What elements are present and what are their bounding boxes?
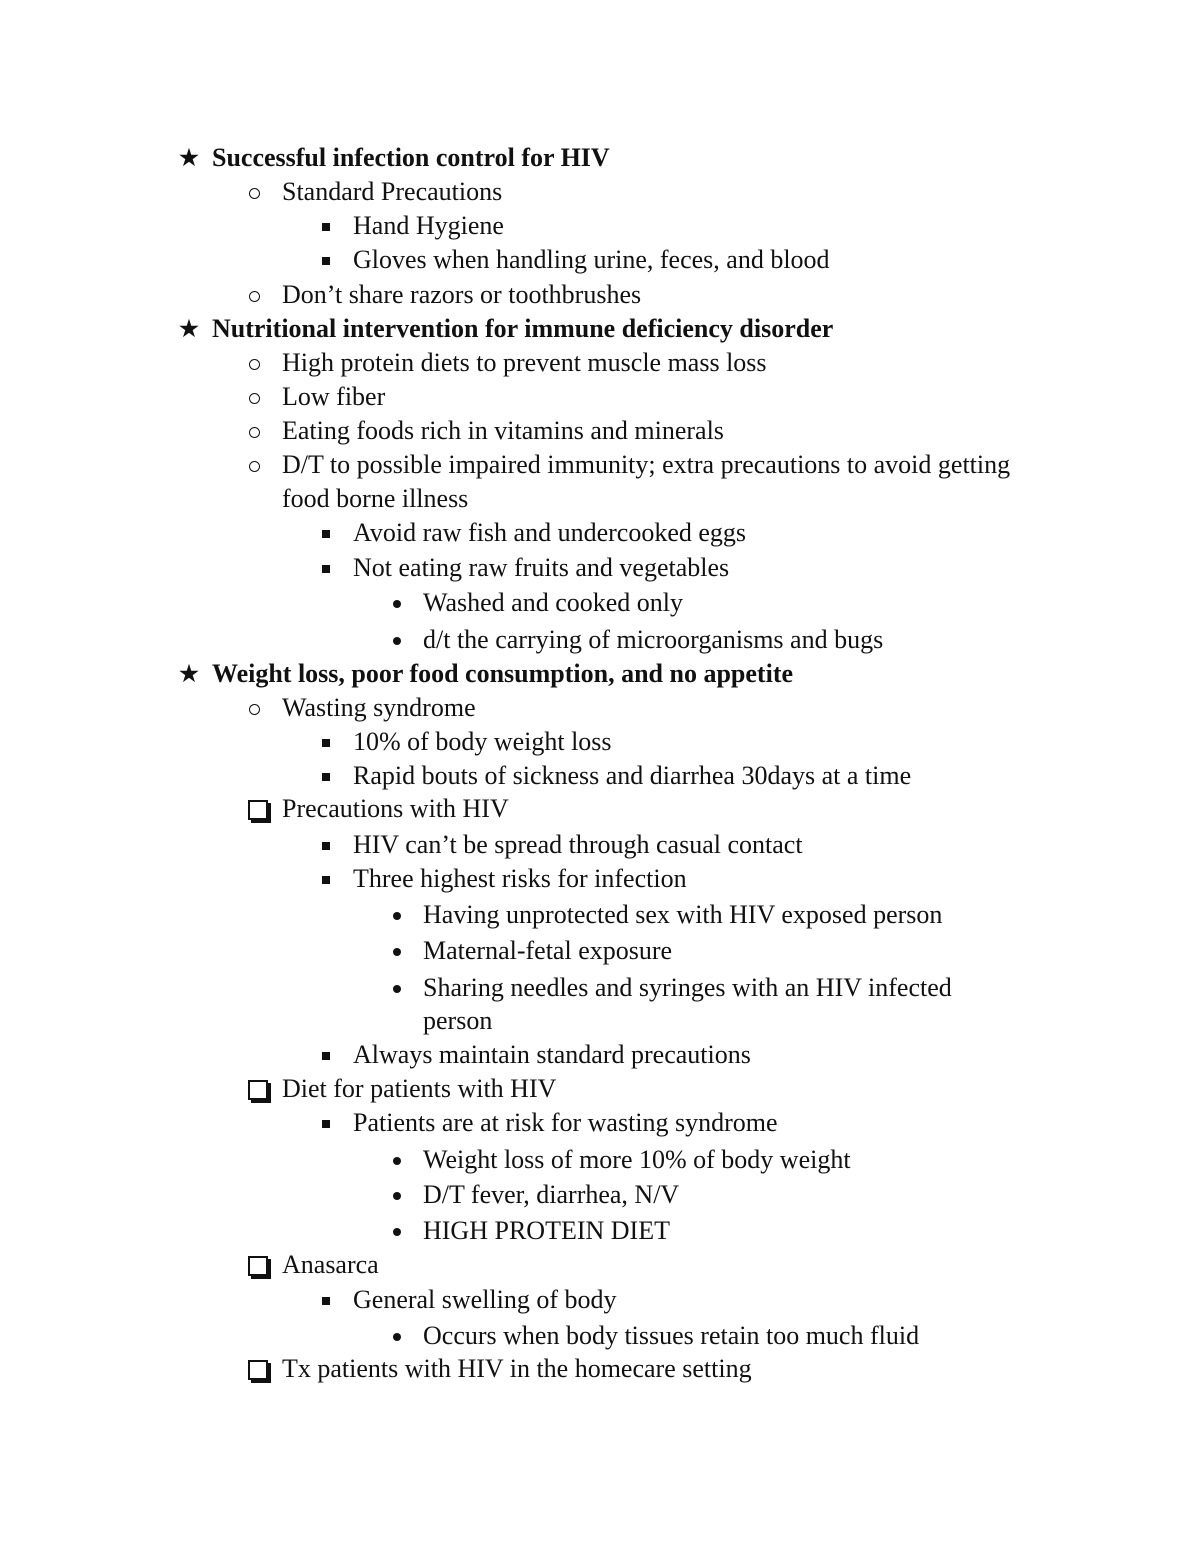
outline-line-text: Weight loss, poor food consumption, and no appetite [212, 659, 794, 688]
square-bullet-icon [322, 565, 330, 573]
round-bullet-icon [393, 948, 401, 956]
outline-line-text: Precautions with HIV [282, 794, 509, 823]
round-bullet-icon [393, 1228, 401, 1236]
square-bullet-icon [322, 1120, 330, 1128]
round-bullet-icon [393, 1157, 401, 1165]
outline-line-text: Sharing needles and syringes with an HIV infected [423, 973, 952, 1002]
outline-line-text: Successful infection control for HIV [212, 143, 610, 172]
outline-line-text: Not eating raw fruits and vegetables [353, 553, 730, 582]
outline-line-text: Weight loss of more 10% of body weight [423, 1145, 851, 1174]
outline-line-text: d/t the carrying of microorganisms and bugs [423, 625, 884, 654]
star-bullet-icon: ★ [179, 661, 199, 686]
outline-line-text: Eating foods rich in vitamins and minerals [282, 416, 724, 445]
outline-line-text: Diet for patients with HIV [282, 1074, 557, 1103]
outline-line-text: Maternal-fetal exposure [423, 936, 673, 965]
hollow-circle-bullet-icon [249, 427, 260, 438]
outline-line-text: D/T fever, diarrhea, N/V [423, 1180, 680, 1209]
square-bullet-icon [322, 530, 330, 538]
outline-line-text: HIGH PROTEIN DIET [423, 1216, 670, 1245]
outline-line-text: Standard Precautions [282, 177, 503, 206]
outline-line-text: Tx patients with HIV in the homecare setting [282, 1354, 752, 1383]
hollow-circle-bullet-icon [249, 393, 260, 404]
outline-line-text: Anasarca [282, 1250, 379, 1279]
outline-line-text: Patients are at risk for wasting syndrome [353, 1108, 778, 1137]
outline-line-text: HIV can’t be spread through casual contact [353, 830, 803, 859]
outline-line-text: Nutritional intervention for immune deficiency disorder [212, 314, 834, 343]
outline-line-text: General swelling of body [353, 1285, 617, 1314]
checkbox-bullet-icon [248, 1360, 268, 1380]
round-bullet-icon [393, 637, 401, 645]
square-bullet-icon [322, 876, 330, 884]
outline-line-text: Washed and cooked only [423, 588, 683, 617]
round-bullet-icon [393, 912, 401, 920]
checkbox-bullet-icon [248, 1256, 268, 1276]
square-bullet-icon [322, 773, 330, 781]
outline-line-text: person [423, 1006, 493, 1035]
outline-line-text: Always maintain standard precautions [353, 1040, 751, 1069]
round-bullet-icon [393, 985, 401, 993]
square-bullet-icon [322, 842, 330, 850]
checkbox-bullet-icon [248, 1080, 268, 1100]
outline-line-text: Gloves when handling urine, feces, and blood [353, 245, 830, 274]
star-bullet-icon: ★ [179, 316, 199, 341]
hollow-circle-bullet-icon [249, 704, 260, 715]
square-bullet-icon [322, 1052, 330, 1060]
outline-line-text: Low fiber [282, 382, 386, 411]
square-bullet-icon [322, 739, 330, 747]
hollow-circle-bullet-icon [249, 359, 260, 370]
outline-line-text: Rapid bouts of sickness and diarrhea 30days at a time [353, 761, 912, 790]
square-bullet-icon [322, 257, 330, 265]
outline-line-text: Wasting syndrome [282, 693, 476, 722]
outline-line-text: High protein diets to prevent muscle mass loss [282, 348, 767, 377]
star-bullet-icon: ★ [179, 145, 199, 170]
hollow-circle-bullet-icon [249, 188, 260, 199]
outline-line-text: Avoid raw fish and undercooked eggs [353, 518, 747, 547]
checkbox-bullet-icon [248, 800, 268, 820]
outline-line-text: Three highest risks for infection [353, 864, 687, 893]
outline-line-text: 10% of body weight loss [353, 727, 612, 756]
hollow-circle-bullet-icon [249, 291, 260, 302]
outline-line-text: D/T to possible impaired immunity; extra precautions to avoid getting [282, 450, 1011, 479]
round-bullet-icon [393, 1192, 401, 1200]
outline-line-text: Having unprotected sex with HIV exposed person [423, 900, 943, 929]
square-bullet-icon [322, 1297, 330, 1305]
round-bullet-icon [393, 1333, 401, 1341]
round-bullet-icon [393, 600, 401, 608]
outline-line-text: food borne illness [282, 484, 469, 513]
square-bullet-icon [322, 223, 330, 231]
outline-line-text: Hand Hygiene [353, 211, 504, 240]
outline-line-text: Don’t share razors or toothbrushes [282, 280, 642, 309]
outline-line-text: Occurs when body tissues retain too much fluid [423, 1321, 920, 1350]
hollow-circle-bullet-icon [249, 461, 260, 472]
